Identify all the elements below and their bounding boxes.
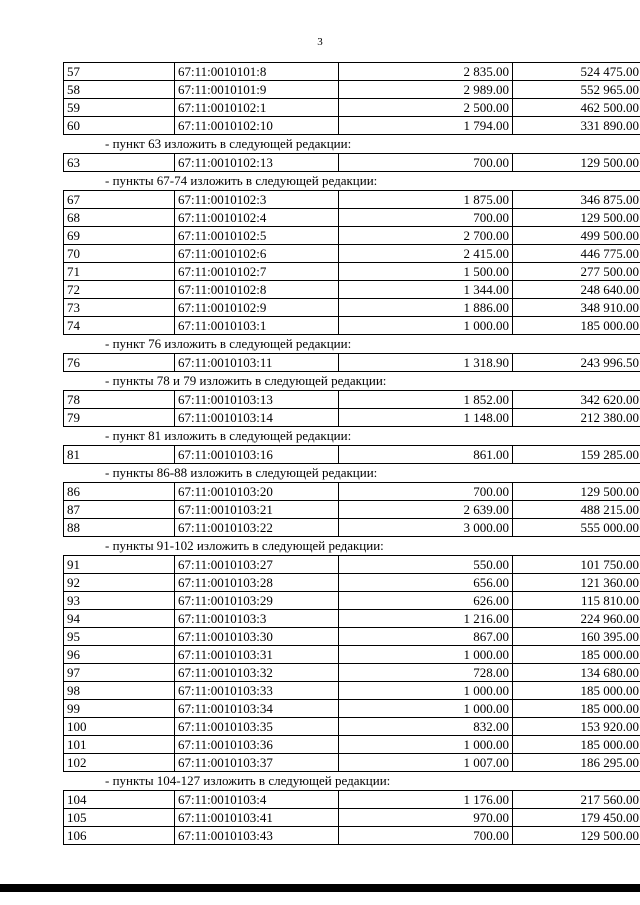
land-plot-table <box>63 353 640 372</box>
cadastral-value-cell: 129 500.00 <box>513 154 640 172</box>
cadastral-number-cell: 67:11:0010103:29 <box>175 592 339 610</box>
cadastral-value-cell: 499 500.00 <box>513 227 640 245</box>
item-number-cell: 79 <box>64 409 175 427</box>
amendment-note: - пункт 76 изложить в следующей редакции: <box>105 336 352 351</box>
area-cell: 2 500.00 <box>339 99 513 117</box>
area-cell: 700.00 <box>339 209 513 227</box>
cadastral-number-cell: 67:11:0010102:4 <box>175 209 339 227</box>
table-row <box>64 700 640 718</box>
item-number-cell: 78 <box>64 391 175 409</box>
amendment-note: - пункт 63 изложить в следующей редакции: <box>105 136 352 151</box>
cadastral-number-cell: 67:11:0010102:8 <box>175 281 339 299</box>
table-row <box>64 354 640 372</box>
item-number-cell: 71 <box>64 263 175 281</box>
area-cell: 1 000.00 <box>339 317 513 335</box>
land-plot-table <box>63 190 640 335</box>
cadastral-value-cell: 186 295.00 <box>513 754 640 772</box>
area-cell: 728.00 <box>339 664 513 682</box>
cadastral-value-cell: 185 000.00 <box>513 317 640 335</box>
area-cell: 700.00 <box>339 827 513 845</box>
item-number-cell: 63 <box>64 154 175 172</box>
cadastral-number-cell: 67:11:0010103:11 <box>175 354 339 372</box>
cadastral-number-cell: 67:11:0010103:3 <box>175 610 339 628</box>
cadastral-number-cell: 67:11:0010103:21 <box>175 501 339 519</box>
table-row <box>64 81 640 99</box>
area-cell: 1 000.00 <box>339 700 513 718</box>
area-cell: 2 700.00 <box>339 227 513 245</box>
cadastral-number-cell: 67:11:0010102:6 <box>175 245 339 263</box>
cadastral-value-cell: 277 500.00 <box>513 263 640 281</box>
cadastral-number-cell: 67:11:0010103:33 <box>175 682 339 700</box>
amendment-note: - пункты 91-102 изложить в следующей редакции: <box>105 538 384 553</box>
cadastral-value-cell: 185 000.00 <box>513 646 640 664</box>
cadastral-number-cell: 67:11:0010103:43 <box>175 827 339 845</box>
table-row <box>64 592 640 610</box>
table-row <box>64 99 640 117</box>
cadastral-number-cell: 67:11:0010102:1 <box>175 99 339 117</box>
cadastral-number-cell: 67:11:0010103:16 <box>175 446 339 464</box>
table-row <box>64 245 640 263</box>
area-cell: 861.00 <box>339 446 513 464</box>
cadastral-number-cell: 67:11:0010103:41 <box>175 809 339 827</box>
area-cell: 970.00 <box>339 809 513 827</box>
item-number-cell: 95 <box>64 628 175 646</box>
cadastral-value-cell: 160 395.00 <box>513 628 640 646</box>
table-row <box>64 754 640 772</box>
table-row <box>64 682 640 700</box>
area-cell: 1 318.90 <box>339 354 513 372</box>
table-row <box>64 63 640 81</box>
land-plot-table <box>63 790 640 845</box>
cadastral-number-cell: 67:11:0010103:22 <box>175 519 339 537</box>
item-number-cell: 72 <box>64 281 175 299</box>
table-row <box>64 446 640 464</box>
item-number-cell: 93 <box>64 592 175 610</box>
area-cell: 1 875.00 <box>339 191 513 209</box>
item-number-cell: 92 <box>64 574 175 592</box>
table-row <box>64 191 640 209</box>
amendment-note: - пункт 81 изложить в следующей редакции: <box>105 428 352 443</box>
amendment-note: - пункты 78 и 79 изложить в следующей редакции: <box>105 373 387 388</box>
land-plot-table <box>63 482 640 537</box>
cadastral-value-cell: 121 360.00 <box>513 574 640 592</box>
cadastral-number-cell: 67:11:0010103:34 <box>175 700 339 718</box>
item-number-cell: 73 <box>64 299 175 317</box>
area-cell: 1 852.00 <box>339 391 513 409</box>
area-cell: 2 639.00 <box>339 501 513 519</box>
item-number-cell: 69 <box>64 227 175 245</box>
cadastral-value-cell: 524 475.00 <box>513 63 640 81</box>
table-row <box>64 483 640 501</box>
table-row <box>64 574 640 592</box>
cadastral-value-cell: 342 620.00 <box>513 391 640 409</box>
amendment-note: - пункты 67-74 изложить в следующей редакции: <box>105 173 378 188</box>
cadastral-value-cell: 185 000.00 <box>513 682 640 700</box>
cadastral-number-cell: 67:11:0010103:20 <box>175 483 339 501</box>
bottom-border-bar <box>0 884 640 892</box>
cadastral-value-cell: 101 750.00 <box>513 556 640 574</box>
item-number-cell: 88 <box>64 519 175 537</box>
cadastral-number-cell: 67:11:0010103:27 <box>175 556 339 574</box>
area-cell: 2 415.00 <box>339 245 513 263</box>
area-cell: 3 000.00 <box>339 519 513 537</box>
item-number-cell: 57 <box>64 63 175 81</box>
item-number-cell: 68 <box>64 209 175 227</box>
land-plot-table <box>63 153 640 172</box>
table-row <box>64 317 640 335</box>
document-body <box>63 62 639 845</box>
cadastral-number-cell: 67:11:0010103:36 <box>175 736 339 754</box>
cadastral-number-cell: 67:11:0010102:7 <box>175 263 339 281</box>
item-number-cell: 81 <box>64 446 175 464</box>
table-row <box>64 501 640 519</box>
cadastral-number-cell: 67:11:0010103:13 <box>175 391 339 409</box>
cadastral-value-cell: 248 640.00 <box>513 281 640 299</box>
table-row <box>64 409 640 427</box>
area-cell: 1 500.00 <box>339 263 513 281</box>
item-number-cell: 74 <box>64 317 175 335</box>
table-row <box>64 263 640 281</box>
item-number-cell: 94 <box>64 610 175 628</box>
cadastral-value-cell: 129 500.00 <box>513 209 640 227</box>
cadastral-number-cell: 67:11:0010103:14 <box>175 409 339 427</box>
area-cell: 1 344.00 <box>339 281 513 299</box>
area-cell: 867.00 <box>339 628 513 646</box>
table-row <box>64 209 640 227</box>
cadastral-value-cell: 134 680.00 <box>513 664 640 682</box>
area-cell: 626.00 <box>339 592 513 610</box>
area-cell: 832.00 <box>339 718 513 736</box>
item-number-cell: 97 <box>64 664 175 682</box>
page-number: 3 <box>317 36 323 48</box>
cadastral-value-cell: 224 960.00 <box>513 610 640 628</box>
item-number-cell: 87 <box>64 501 175 519</box>
cadastral-value-cell: 446 775.00 <box>513 245 640 263</box>
table-row <box>64 519 640 537</box>
cadastral-value-cell: 462 500.00 <box>513 99 640 117</box>
cadastral-value-cell: 179 450.00 <box>513 809 640 827</box>
cadastral-number-cell: 67:11:0010103:37 <box>175 754 339 772</box>
table-row <box>64 299 640 317</box>
table-row <box>64 791 640 809</box>
area-cell: 1 216.00 <box>339 610 513 628</box>
cadastral-value-cell: 552 965.00 <box>513 81 640 99</box>
cadastral-number-cell: 67:11:0010103:28 <box>175 574 339 592</box>
cadastral-value-cell: 331 890.00 <box>513 117 640 135</box>
item-number-cell: 70 <box>64 245 175 263</box>
area-cell: 2 989.00 <box>339 81 513 99</box>
cadastral-number-cell: 67:11:0010103:32 <box>175 664 339 682</box>
item-number-cell: 104 <box>64 791 175 809</box>
cadastral-number-cell: 67:11:0010102:13 <box>175 154 339 172</box>
item-number-cell: 105 <box>64 809 175 827</box>
cadastral-number-cell: 67:11:0010103:30 <box>175 628 339 646</box>
table-row <box>64 117 640 135</box>
table-row <box>64 718 640 736</box>
table-row <box>64 736 640 754</box>
cadastral-value-cell: 153 920.00 <box>513 718 640 736</box>
item-number-cell: 60 <box>64 117 175 135</box>
cadastral-value-cell: 115 810.00 <box>513 592 640 610</box>
cadastral-number-cell: 67:11:0010102:3 <box>175 191 339 209</box>
item-number-cell: 58 <box>64 81 175 99</box>
item-number-cell: 102 <box>64 754 175 772</box>
cadastral-number-cell: 67:11:0010102:10 <box>175 117 339 135</box>
item-number-cell: 96 <box>64 646 175 664</box>
area-cell: 550.00 <box>339 556 513 574</box>
land-plot-table <box>63 555 640 772</box>
item-number-cell: 86 <box>64 483 175 501</box>
table-row <box>64 646 640 664</box>
item-number-cell: 98 <box>64 682 175 700</box>
cadastral-value-cell: 555 000.00 <box>513 519 640 537</box>
table-row <box>64 281 640 299</box>
cadastral-number-cell: 67:11:0010103:31 <box>175 646 339 664</box>
amendment-note: - пункты 86-88 изложить в следующей редакции: <box>105 465 378 480</box>
table-row <box>64 827 640 845</box>
cadastral-value-cell: 243 996.50 <box>513 354 640 372</box>
item-number-cell: 101 <box>64 736 175 754</box>
area-cell: 656.00 <box>339 574 513 592</box>
area-cell: 1 148.00 <box>339 409 513 427</box>
item-number-cell: 76 <box>64 354 175 372</box>
cadastral-number-cell: 67:11:0010102:9 <box>175 299 339 317</box>
cadastral-value-cell: 159 285.00 <box>513 446 640 464</box>
table-row <box>64 556 640 574</box>
area-cell: 1 176.00 <box>339 791 513 809</box>
cadastral-value-cell: 488 215.00 <box>513 501 640 519</box>
table-row <box>64 227 640 245</box>
cadastral-value-cell: 129 500.00 <box>513 483 640 501</box>
cadastral-number-cell: 67:11:0010101:8 <box>175 63 339 81</box>
area-cell: 1 000.00 <box>339 646 513 664</box>
area-cell: 1 000.00 <box>339 736 513 754</box>
table-row <box>64 628 640 646</box>
cadastral-value-cell: 346 875.00 <box>513 191 640 209</box>
cadastral-value-cell: 185 000.00 <box>513 700 640 718</box>
land-plot-table <box>63 390 640 427</box>
item-number-cell: 67 <box>64 191 175 209</box>
item-number-cell: 106 <box>64 827 175 845</box>
cadastral-number-cell: 67:11:0010102:5 <box>175 227 339 245</box>
cadastral-value-cell: 129 500.00 <box>513 827 640 845</box>
area-cell: 1 007.00 <box>339 754 513 772</box>
amendment-note: - пункты 104-127 изложить в следующей редакции: <box>105 773 391 788</box>
table-row <box>64 391 640 409</box>
item-number-cell: 99 <box>64 700 175 718</box>
cadastral-number-cell: 67:11:0010103:35 <box>175 718 339 736</box>
table-row <box>64 809 640 827</box>
table-row <box>64 154 640 172</box>
cadastral-value-cell: 212 380.00 <box>513 409 640 427</box>
item-number-cell: 59 <box>64 99 175 117</box>
area-cell: 700.00 <box>339 154 513 172</box>
area-cell: 700.00 <box>339 483 513 501</box>
area-cell: 2 835.00 <box>339 63 513 81</box>
cadastral-value-cell: 217 560.00 <box>513 791 640 809</box>
cadastral-number-cell: 67:11:0010103:4 <box>175 791 339 809</box>
cadastral-value-cell: 185 000.00 <box>513 736 640 754</box>
cadastral-number-cell: 67:11:0010101:9 <box>175 81 339 99</box>
cadastral-value-cell: 348 910.00 <box>513 299 640 317</box>
table-row <box>64 610 640 628</box>
area-cell: 1 886.00 <box>339 299 513 317</box>
item-number-cell: 100 <box>64 718 175 736</box>
area-cell: 1 794.00 <box>339 117 513 135</box>
area-cell: 1 000.00 <box>339 682 513 700</box>
item-number-cell: 91 <box>64 556 175 574</box>
land-plot-table <box>63 62 640 135</box>
cadastral-number-cell: 67:11:0010103:1 <box>175 317 339 335</box>
land-plot-table <box>63 445 640 464</box>
table-row <box>64 664 640 682</box>
